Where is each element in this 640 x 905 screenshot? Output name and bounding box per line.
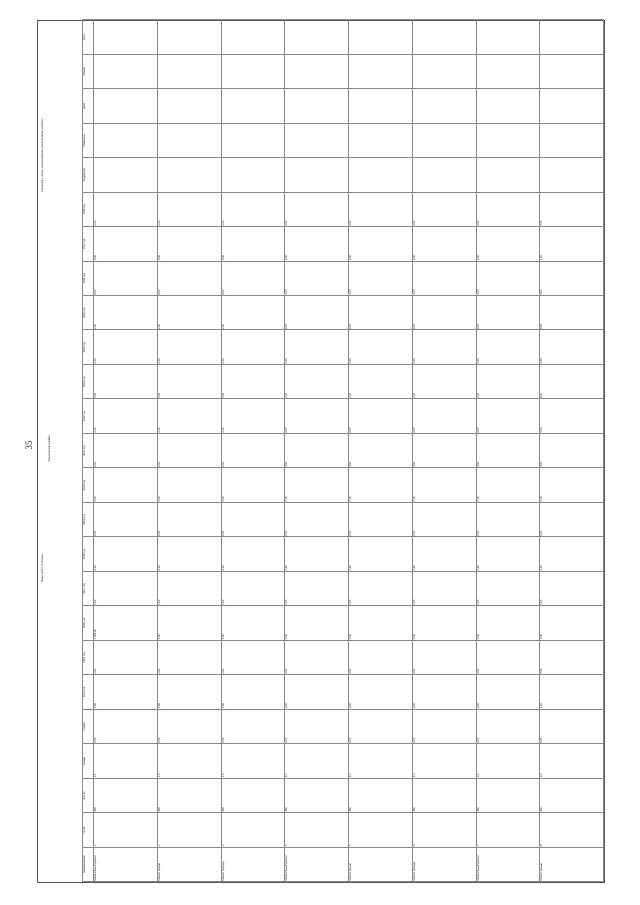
table-cell: 0,00 [285, 433, 349, 467]
table-row [476, 20, 540, 882]
table-cell: 0,00 [285, 296, 349, 330]
table-cell: 0,00 [94, 364, 158, 398]
table-cell [476, 123, 540, 157]
table-row [285, 20, 349, 882]
table-cell: 0,00 [157, 296, 221, 330]
table-cell: 0,00 [476, 640, 540, 674]
table-cell: 0,00 [412, 364, 476, 398]
table-cell: 460 [349, 778, 413, 812]
table-cell [540, 89, 604, 123]
table-cell [349, 89, 413, 123]
table-cell: 0,00 [94, 433, 158, 467]
table-cell: Ремонт крыши [540, 847, 604, 881]
table-cell: 0,00 [412, 537, 476, 571]
table-cell: 0,00 [221, 571, 285, 605]
column-header: № п/п [83, 813, 94, 847]
table-cell [285, 123, 349, 157]
table-cell: 0,00 [221, 261, 285, 295]
table-cell [412, 20, 476, 55]
table-cell: 0,00 [540, 606, 604, 640]
table-cell: 0,00 [349, 640, 413, 674]
table-cell [221, 123, 285, 157]
table-cell: 0,00 [285, 606, 349, 640]
table-cell: 2.2 [349, 744, 413, 778]
table-cell: 0,00 [412, 502, 476, 536]
table-cell: 0,00 [221, 675, 285, 709]
table-row [540, 20, 604, 882]
column-header: 2022 год [83, 399, 94, 433]
table-cell: 0,00 [349, 709, 413, 743]
table-cell [94, 158, 158, 192]
table-cell [157, 20, 221, 55]
table-cell: 460 [157, 778, 221, 812]
table-cell: 0,00 [349, 227, 413, 261]
table-cell: 0,00 [94, 675, 158, 709]
column-header: 2028 год [83, 192, 94, 226]
table-cell: 460 [285, 778, 349, 812]
column-header: 2027 год [83, 227, 94, 261]
column-header: 2015 год [83, 640, 94, 674]
table-cell: Ремонт фасада [412, 847, 476, 881]
table-cell: 0,00 [349, 537, 413, 571]
column-header: 2023 год [83, 364, 94, 398]
table-cell: 0,00 [412, 330, 476, 364]
table-row [157, 20, 221, 882]
table-cell: 0,00 [285, 709, 349, 743]
table-cell: 0,00 [94, 502, 158, 536]
table-cell: 0,00 [157, 192, 221, 226]
table-cell: 0,00 [540, 364, 604, 398]
table-cell: 0,00 [94, 192, 158, 226]
table-cell: 0,00 [540, 640, 604, 674]
table-cell [285, 54, 349, 88]
table-cell: 0,00 [94, 261, 158, 295]
table-cell: 0,00 [285, 675, 349, 709]
table-cell [349, 123, 413, 157]
table-cell: 0,00 [221, 399, 285, 433]
table-cell: 0,00 [476, 675, 540, 709]
table-cell: 0,00 [476, 330, 540, 364]
table-cell: 0,00 [412, 571, 476, 605]
table-cell: 0,00 [221, 364, 285, 398]
table-cell: 0,00 [94, 709, 158, 743]
table-cell: 0,00 [157, 433, 221, 467]
column-header: 2024 год [83, 330, 94, 364]
table-body [94, 20, 604, 882]
table-cell: 0,00 [157, 468, 221, 502]
table-cell: 0,00 [221, 192, 285, 226]
table-cell: 0,00 [540, 330, 604, 364]
table-cell: Капитальный ремонт [476, 847, 540, 881]
table-cell: 0,00 [157, 537, 221, 571]
table-cell: 0,00 [540, 296, 604, 330]
table-cell: 0,00 [540, 709, 604, 743]
table-cell [221, 89, 285, 123]
table-cell: 0,00 [540, 502, 604, 536]
table-cell: 0,00 [412, 606, 476, 640]
table-cell: 0,00 [476, 227, 540, 261]
column-header: 2017 год [83, 571, 94, 605]
table-cell: 0,00 [221, 709, 285, 743]
table-cell [94, 123, 158, 157]
table-cell: 0,00 [221, 227, 285, 261]
table-cell: 0,00 [476, 502, 540, 536]
table-cell: 0,00 [540, 537, 604, 571]
table-cell: 0,00 [349, 192, 413, 226]
table-cell: Капитальный ремонт [94, 847, 158, 881]
table-cell: 0,00 [540, 399, 604, 433]
table-cell: 0,00 [476, 296, 540, 330]
column-header: Итого [83, 20, 94, 55]
column-header: 2018 год [83, 537, 94, 571]
table-cell: 0,00 [412, 227, 476, 261]
table-cell: 0,00 [285, 571, 349, 605]
table-cell: 0,00 [157, 571, 221, 605]
table-cell: 0,00 [285, 227, 349, 261]
table-cell [157, 158, 221, 192]
table-cell: 0,00 [540, 261, 604, 295]
table-cell: 0,00 [221, 640, 285, 674]
table-cell [221, 54, 285, 88]
table-cell: 0,00 [476, 606, 540, 640]
table-cell [540, 158, 604, 192]
table-cell [94, 20, 158, 55]
table-cell: 2.3 [412, 744, 476, 778]
table-cell [285, 20, 349, 55]
table-cell: 0,00 [157, 606, 221, 640]
table-cell: 0,00 [476, 433, 540, 467]
table-cell [157, 89, 221, 123]
table-cell: 460 [476, 778, 540, 812]
table-cell: 0,00 [349, 606, 413, 640]
table-cell: 0,00 [540, 227, 604, 261]
table-cell: 0,00 [349, 468, 413, 502]
table-cell: 0,00 [349, 296, 413, 330]
table-cell: 0,00 [285, 330, 349, 364]
table-cell: 0,00 [412, 261, 476, 295]
table-cell [221, 158, 285, 192]
table-cell: 0,00 [285, 468, 349, 502]
table-cell [285, 158, 349, 192]
table-cell: 1.1 [94, 744, 158, 778]
table-cell: 0,00 [349, 571, 413, 605]
rotated-table-sheet [37, 20, 605, 883]
work-schedule-table [82, 19, 604, 882]
column-header: 2014 год [83, 675, 94, 709]
table-cell: 0,00 [476, 709, 540, 743]
column-header: Кол-во [83, 778, 94, 812]
table-cell: 0,00 [221, 330, 285, 364]
table-cell [94, 54, 158, 88]
right-title: Сведения о лицах, выполняющих (выполнивших) работы [40, 118, 44, 192]
table-cell: 2.1 [285, 744, 349, 778]
table-cell: 460 [540, 778, 604, 812]
table-cell: 0,00 [476, 537, 540, 571]
table-cell: 0,00 [412, 468, 476, 502]
table-cell: 0,00 [94, 640, 158, 674]
table-cell: 0,00 [349, 330, 413, 364]
table-row [221, 20, 285, 882]
table-cell: 0,00 [412, 192, 476, 226]
table-cell: 1 [94, 813, 158, 847]
table-cell: Капитальный ремонт [285, 847, 349, 881]
table-cell [412, 89, 476, 123]
table-cell [540, 20, 604, 55]
table-cell: 0,00 [157, 399, 221, 433]
column-header: Наименование [83, 847, 94, 881]
table-cell: 1.2 [157, 744, 221, 778]
table-cell: 460 [94, 778, 158, 812]
table-cell: 0,00 [349, 364, 413, 398]
table-cell: 0,00 [157, 330, 221, 364]
table-cell: 0,00 [540, 192, 604, 226]
column-header: 2021 год [83, 433, 94, 467]
column-header: Сумма [83, 709, 94, 743]
table-cell: 0,00 [94, 537, 158, 571]
table-cell: 1 234,00 [94, 606, 158, 640]
table-cell: 0,00 [94, 571, 158, 605]
table-cell [476, 89, 540, 123]
table-cell: 0,00 [540, 468, 604, 502]
table-cell [476, 20, 540, 55]
table-cell [540, 123, 604, 157]
table-cell: 1.3 [221, 744, 285, 778]
table-cell: 0,00 [157, 640, 221, 674]
column-header: 2016 год [83, 606, 94, 640]
table-cell: 0,00 [221, 296, 285, 330]
table-cell [476, 158, 540, 192]
column-header: Дата [83, 89, 94, 123]
table-row [412, 20, 476, 882]
table-cell [349, 54, 413, 88]
table-cell: Ремонт крыши [349, 847, 413, 881]
table-cell: 0,00 [94, 227, 158, 261]
table-header-row [83, 20, 94, 882]
table-cell: 0,00 [349, 433, 413, 467]
table-cell: 0,00 [349, 261, 413, 295]
table-title-band [38, 21, 83, 882]
table-cell: 0,00 [157, 364, 221, 398]
column-header: 2020 год [83, 468, 94, 502]
table-cell: 3 [221, 813, 285, 847]
table-cell: Ремонт фасада [221, 847, 285, 881]
table-cell: 6 [412, 813, 476, 847]
table-cell: 0,00 [540, 571, 604, 605]
table-cell: 0,00 [221, 468, 285, 502]
table-cell: 0,00 [412, 709, 476, 743]
table-cell: 0,00 [412, 399, 476, 433]
table-cell: 0,00 [285, 261, 349, 295]
table-cell: 5 [349, 813, 413, 847]
table-cell: 0,00 [94, 296, 158, 330]
table-cell: 0,00 [476, 192, 540, 226]
table-cell: 0,00 [157, 502, 221, 536]
column-header: Объем [83, 54, 94, 88]
column-header: Реквизиты [83, 123, 94, 157]
table-cell: 0,00 [285, 502, 349, 536]
column-header: Номер [83, 744, 94, 778]
table-cell: 0,00 [412, 433, 476, 467]
table-cell [349, 158, 413, 192]
table-cell: 3.2 [540, 744, 604, 778]
table-cell: 0,00 [349, 675, 413, 709]
column-header: 2026 год [83, 261, 94, 295]
column-header: 2025 год [83, 296, 94, 330]
table-cell: 0,00 [285, 364, 349, 398]
table-cell: 0,00 [221, 502, 285, 536]
table-cell: 0,00 [221, 433, 285, 467]
table-cell: 0,00 [412, 640, 476, 674]
table-cell: Ремонт крыши [157, 847, 221, 881]
column-header: Подрядчик [83, 158, 94, 192]
table-cell: 0,00 [157, 227, 221, 261]
table-row [349, 20, 413, 882]
table-cell: 0,00 [285, 192, 349, 226]
table-cell: 0,00 [285, 399, 349, 433]
table-cell [476, 54, 540, 88]
table-cell: 0,00 [349, 502, 413, 536]
table-cell [349, 20, 413, 55]
table-cell: 460 [412, 778, 476, 812]
table-cell: 0,00 [349, 399, 413, 433]
table-cell: 0,00 [476, 399, 540, 433]
table-cell: 0,00 [540, 433, 604, 467]
table-row [94, 20, 158, 882]
table-cell: 0,00 [476, 571, 540, 605]
table-cell: 0,00 [285, 640, 349, 674]
table-cell: 3.1 [476, 744, 540, 778]
column-header: 2019 год [83, 502, 94, 536]
top-title: Виды работ (Объемы) [40, 553, 44, 582]
table-cell: 0,00 [412, 675, 476, 709]
table-cell: 0,00 [412, 296, 476, 330]
table-cell: 2 [157, 813, 221, 847]
table-cell: 0,00 [476, 468, 540, 502]
table-cell [94, 89, 158, 123]
table-cell [412, 123, 476, 157]
table-cell [412, 54, 476, 88]
table-cell: 0,00 [476, 364, 540, 398]
table-cell: 0,00 [94, 330, 158, 364]
sub-title: Заполняемые ячейки [47, 435, 51, 462]
table-cell: 8 [540, 813, 604, 847]
table-cell: 0,00 [157, 261, 221, 295]
table-cell [285, 89, 349, 123]
page-number: 35 [24, 440, 34, 450]
table-cell: 0,00 [94, 468, 158, 502]
table-cell: 0,00 [221, 537, 285, 571]
table-cell [157, 123, 221, 157]
table-cell: 0,00 [221, 606, 285, 640]
table-cell: 0,00 [476, 261, 540, 295]
table-cell: 460 [221, 778, 285, 812]
table-cell [157, 54, 221, 88]
table-cell [221, 20, 285, 55]
table-cell: 4 [285, 813, 349, 847]
table-cell: 0,00 [157, 709, 221, 743]
table-cell [412, 158, 476, 192]
table-cell: 0,00 [157, 675, 221, 709]
table-cell: 0,00 [94, 399, 158, 433]
table-cell: 0,00 [285, 537, 349, 571]
table-cell: 7 [476, 813, 540, 847]
table-cell: 0,00 [540, 675, 604, 709]
table-cell [540, 54, 604, 88]
